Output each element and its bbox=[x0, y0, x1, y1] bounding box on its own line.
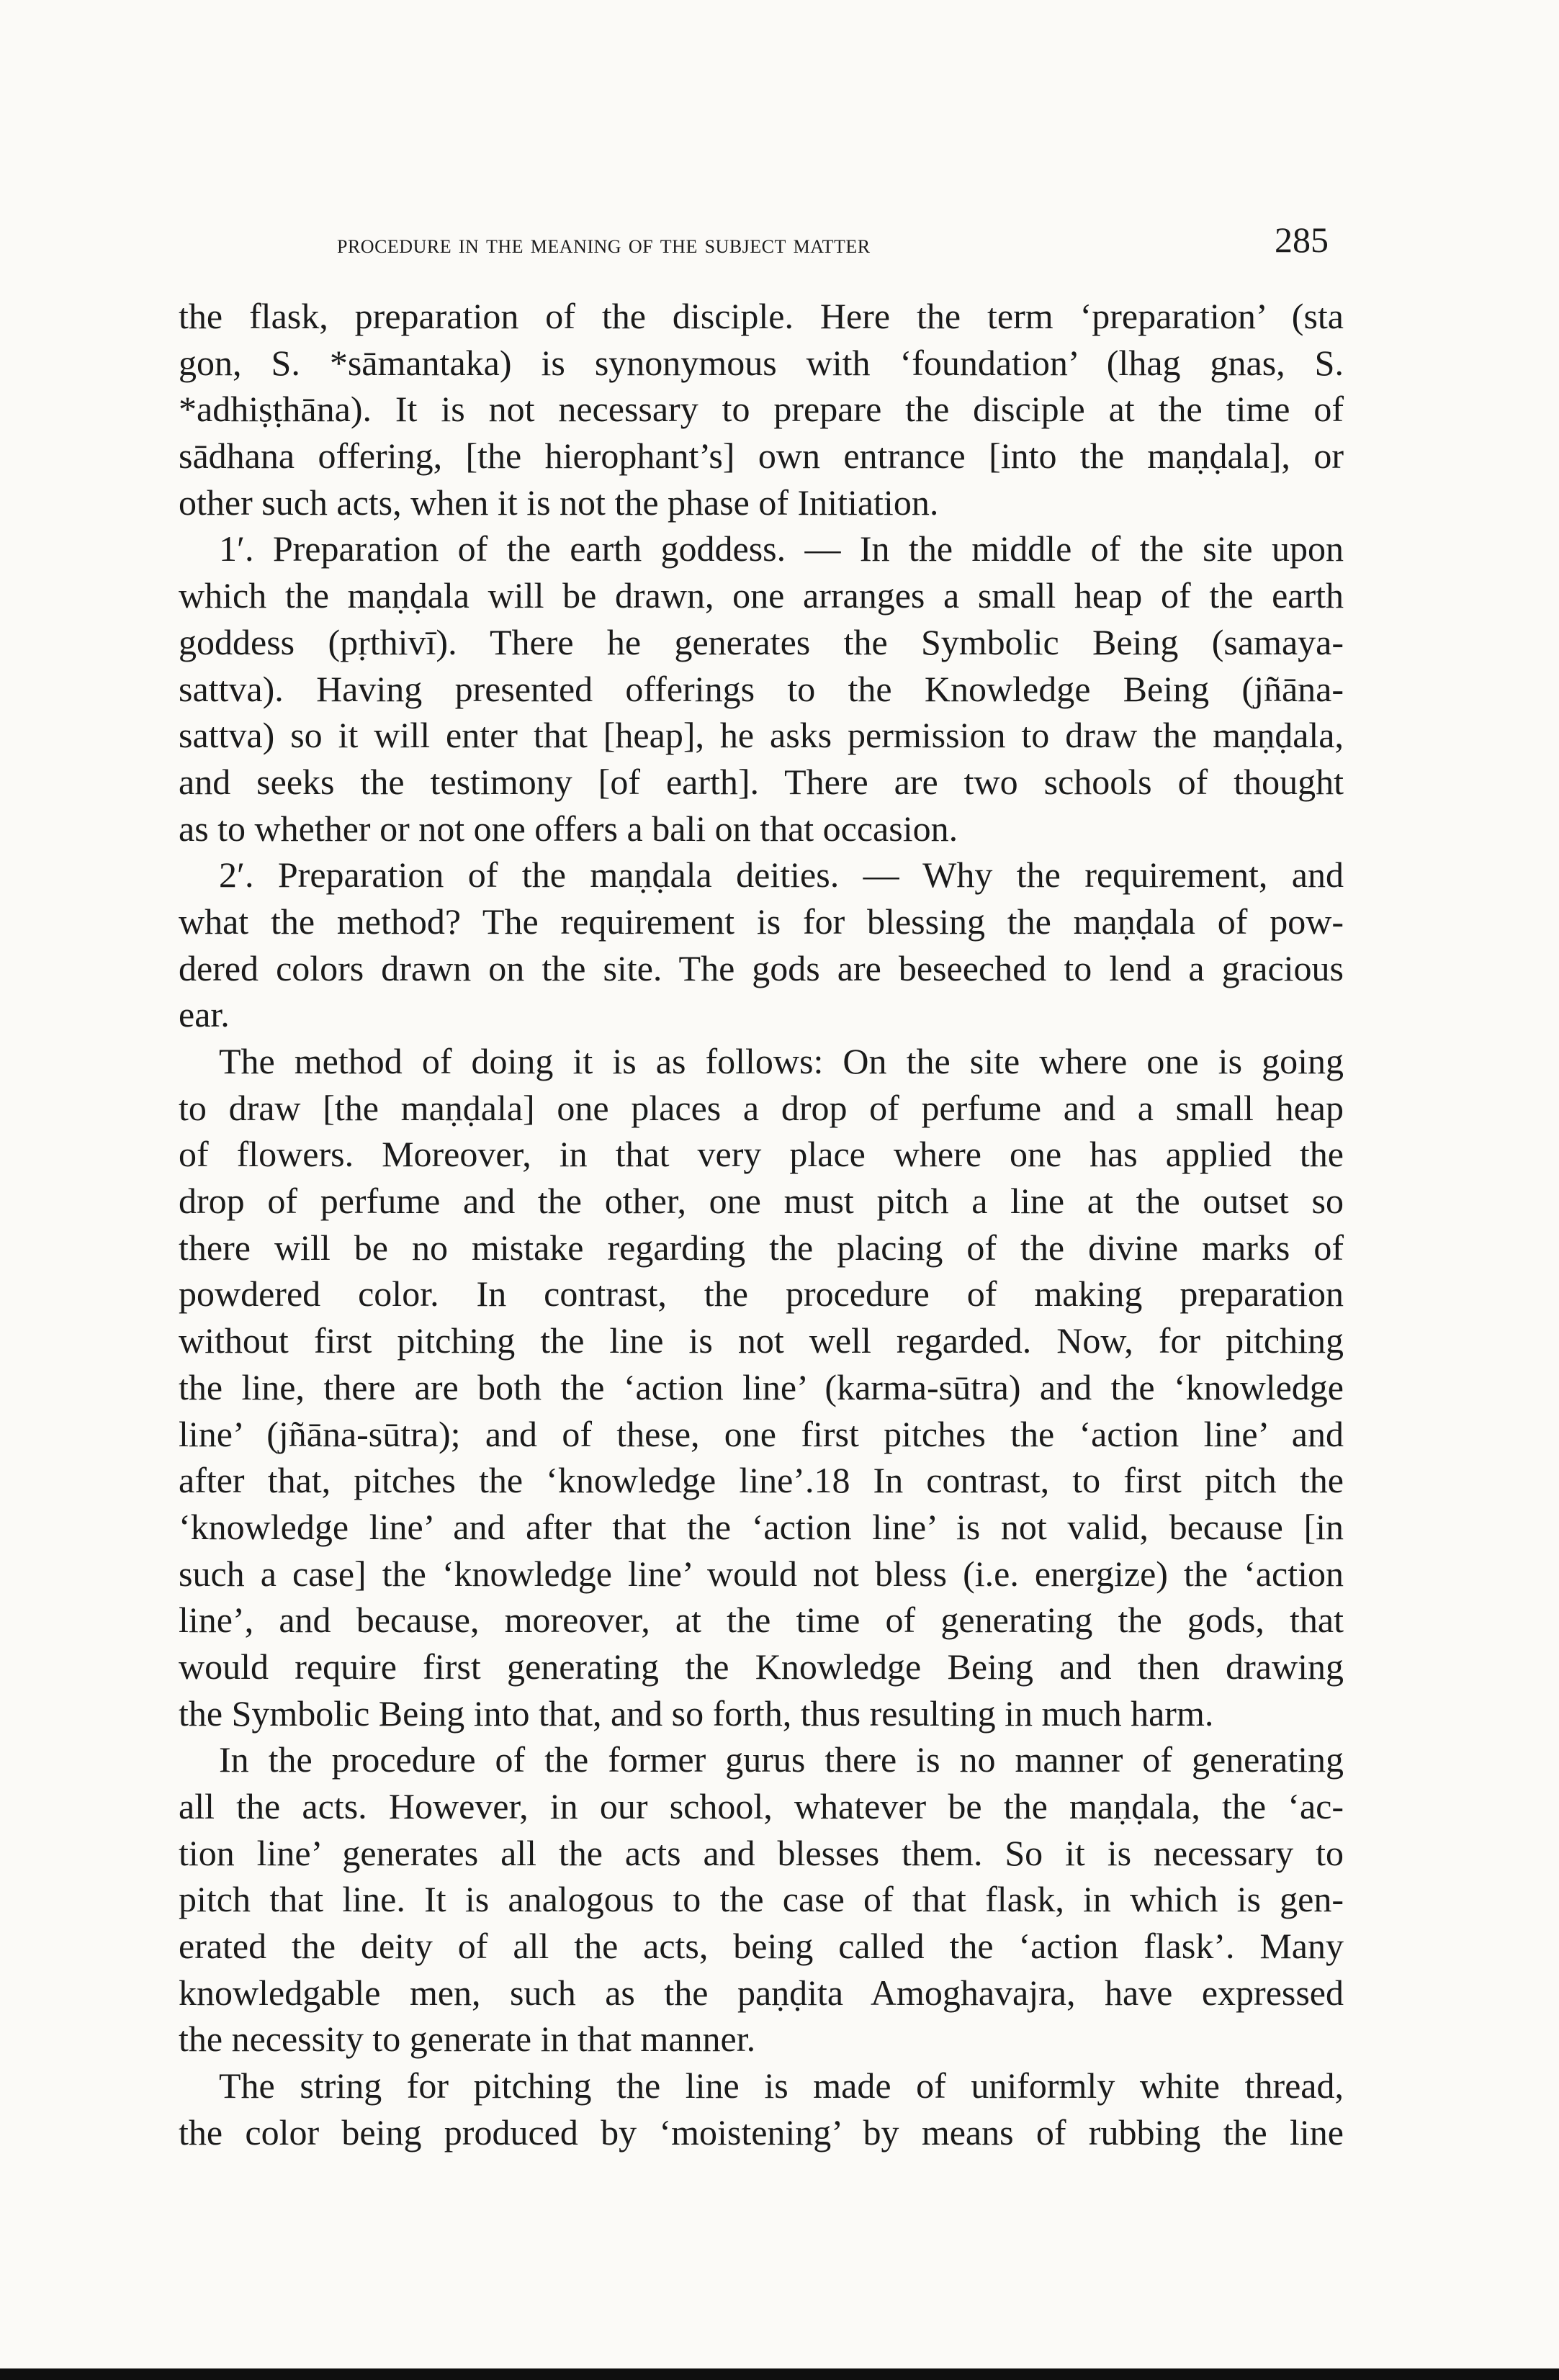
text-line: and seeks the testimony [of earth]. There are two schools of thought bbox=[179, 761, 1344, 802]
text-line: after that, pitches the ‘knowledge line’.18 In contrast, to first pitch the bbox=[179, 1460, 1344, 1501]
scan-edge-bar bbox=[0, 2368, 1559, 2380]
body-text bbox=[179, 293, 1344, 2156]
text-line: 2′. Preparation of the maṇḍala deities. — Why the requirement, and bbox=[219, 855, 1344, 896]
text-line: tion line’ generates all the acts and blesses them. So it is necessary to bbox=[179, 1832, 1344, 1873]
text-line: would require first generating the Knowledge Being and then drawing bbox=[179, 1646, 1344, 1687]
text-line: sattva). Having presented offerings to the Knowledge Being (jñāna- bbox=[179, 668, 1344, 709]
text-line: all the acts. However, in our school, whatever be the maṇḍala, the ‘ac- bbox=[179, 1786, 1344, 1826]
text-line: pitch that line. It is analogous to the case of that flask, in which is gen- bbox=[179, 1879, 1344, 1920]
text-line: the flask, preparation of the disciple. Here the term ‘preparation’ (sta bbox=[179, 296, 1344, 336]
text-line: goddess (pṛthivī). There he generates the Symbolic Being (samaya- bbox=[179, 621, 1344, 662]
text-line: ear. bbox=[179, 994, 230, 1035]
text-line: line’, and because, moreover, at the time of generating the gods, that bbox=[179, 1600, 1344, 1641]
text-line: to draw [the maṇḍala] one places a drop of perfume and a small heap bbox=[179, 1087, 1344, 1128]
text-line: gon, S. *sāmantaka) is synonymous with ‘foundation’ (lhag gnas, S. bbox=[179, 342, 1344, 383]
page-number: 285 bbox=[1275, 220, 1329, 260]
text-line: line’ (jñāna-sūtra); and of these, one first pitches the ‘action line’ and bbox=[179, 1413, 1344, 1454]
text-line: the necessity to generate in that manner. bbox=[179, 2019, 756, 2060]
text-line: In the procedure of the former gurus there is no manner of generating bbox=[219, 1739, 1344, 1780]
text-line: The method of doing it is as follows: On the site where one is going bbox=[219, 1041, 1344, 1081]
text-line: dered colors drawn on the site. The gods are beseeched to lend a gracious bbox=[179, 947, 1344, 988]
text-line: which the maṇḍala will be drawn, one arranges a small heap of the earth bbox=[179, 575, 1344, 616]
text-line: 1′. Preparation of the earth goddess. — In the middle of the site upon bbox=[219, 528, 1344, 569]
text-line: *adhiṣṭhāna). It is not necessary to prepare the disciple at the time of bbox=[179, 389, 1344, 430]
text-line: the color being produced by ‘moistening’ by means of rubbing the line bbox=[179, 2111, 1344, 2153]
text-line: powdered color. In contrast, the procedure of making preparation bbox=[179, 1274, 1344, 1315]
running-head: procedure in the meaning of the subject matter bbox=[337, 230, 871, 259]
text-line: erated the deity of all the acts, being called the ‘action flask’. Many bbox=[179, 1926, 1344, 1967]
text-line: sādhana offering, [the hierophant’s] own entrance [into the maṇḍala], or bbox=[179, 436, 1344, 477]
text-line: of flowers. Moreover, in that very place where one has applied the bbox=[179, 1134, 1344, 1175]
text-line: what the method? The requirement is for blessing the maṇḍala of pow- bbox=[179, 901, 1344, 942]
text-line: without first pitching the line is not well regarded. Now, for pitching bbox=[179, 1320, 1344, 1361]
text-line: The string for pitching the line is made of uniformly white thread, bbox=[219, 2065, 1344, 2106]
text-line: sattva) so it will enter that [heap], he asks permission to draw the maṇḍala, bbox=[179, 715, 1344, 756]
text-line: there will be no mistake regarding the placing of the divine marks of bbox=[179, 1227, 1344, 1268]
text-line: as to whether or not one offers a bali on that occasion. bbox=[179, 808, 958, 849]
text-line: such a case] the ‘knowledge line’ would not bless (i.e. energize) the ‘action bbox=[179, 1553, 1344, 1594]
text-line: the Symbolic Being into that, and so forth, thus resulting in much harm. bbox=[179, 1692, 1214, 1734]
text-line: the line, there are both the ‘action line’ (karma-sūtra) and the ‘knowledge bbox=[179, 1366, 1344, 1407]
text-line: other such acts, when it is not the phase of Initiation. bbox=[179, 482, 939, 523]
text-line: ‘knowledge line’ and after that the ‘action line’ is not valid, because [in bbox=[179, 1506, 1344, 1547]
text-line: drop of perfume and the other, one must pitch a line at the outset so bbox=[179, 1181, 1344, 1222]
text-line: knowledgable men, such as the paṇḍita Amoghavajra, have expressed bbox=[179, 1972, 1344, 2013]
